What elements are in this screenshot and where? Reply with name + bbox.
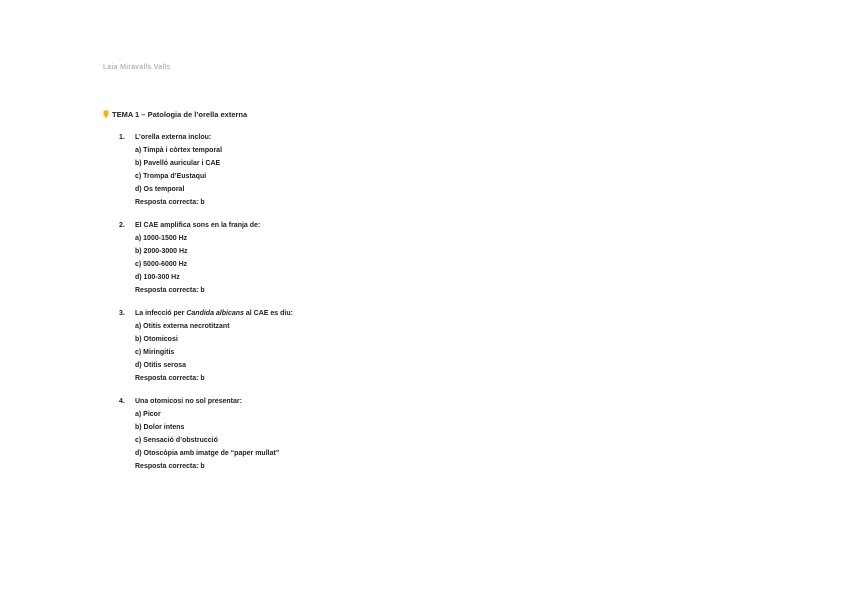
- section-heading: [103, 110, 247, 119]
- option-a: a) 1000-1500 Hz: [135, 235, 188, 242]
- question-number: 1.: [119, 134, 125, 141]
- question-number: 2.: [119, 222, 125, 229]
- option-b: b) Otomicosi: [135, 336, 178, 343]
- question-list: [119, 131, 519, 483]
- option-d: d) Os temporal: [135, 186, 185, 193]
- option-d: d) Otoscòpia amb imatge de “paper mullat”: [135, 450, 280, 457]
- correct-answer: Resposta correcta: b: [135, 287, 205, 294]
- pushpin-bullet-icon: [103, 110, 109, 118]
- question-4: [119, 395, 519, 473]
- question-number: 3.: [119, 310, 125, 317]
- option-b: b) Pavelló auricular i CAE: [135, 160, 221, 167]
- species-name: Candida albicans: [186, 310, 244, 317]
- question-text: La infecció per Candida albicans al CAE es diu:: [135, 310, 293, 317]
- question-1: [119, 131, 519, 209]
- option-c: c) Sensació d’obstrucció: [135, 437, 218, 444]
- correct-answer: Resposta correcta: b: [135, 375, 205, 382]
- question-number: 4.: [119, 398, 125, 405]
- option-c: c) Miringitis: [135, 349, 175, 356]
- question-text: El CAE amplifica sons en la franja de:: [135, 222, 261, 229]
- option-a: a) Otitis externa necrotitzant: [135, 323, 230, 330]
- correct-answer: Resposta correcta: b: [135, 199, 205, 206]
- option-c: c) Trompa d’Eustaqui: [135, 173, 207, 180]
- option-a: a) Picor: [135, 411, 161, 418]
- question-text: Una otomicosi no sol presentar:: [135, 398, 242, 405]
- option-d: d) 100-300 Hz: [135, 274, 180, 281]
- option-b: b) Dolor intens: [135, 424, 185, 431]
- question-3: [119, 307, 519, 385]
- option-d: d) Otitis serosa: [135, 362, 186, 369]
- author-line: Laia Miravalls Valls: [103, 64, 171, 71]
- option-b: b) 2000-3000 Hz: [135, 248, 188, 255]
- option-a: a) Timpà i còrtex temporal: [135, 147, 223, 154]
- section-heading-text: TEMA 1 – Patologia de l’orella externa: [112, 110, 248, 119]
- question-2: [119, 219, 519, 297]
- correct-answer: Resposta correcta: b: [135, 463, 205, 470]
- question-text: L’orella externa inclou:: [135, 134, 212, 141]
- option-c: c) 5000-6000 Hz: [135, 261, 188, 268]
